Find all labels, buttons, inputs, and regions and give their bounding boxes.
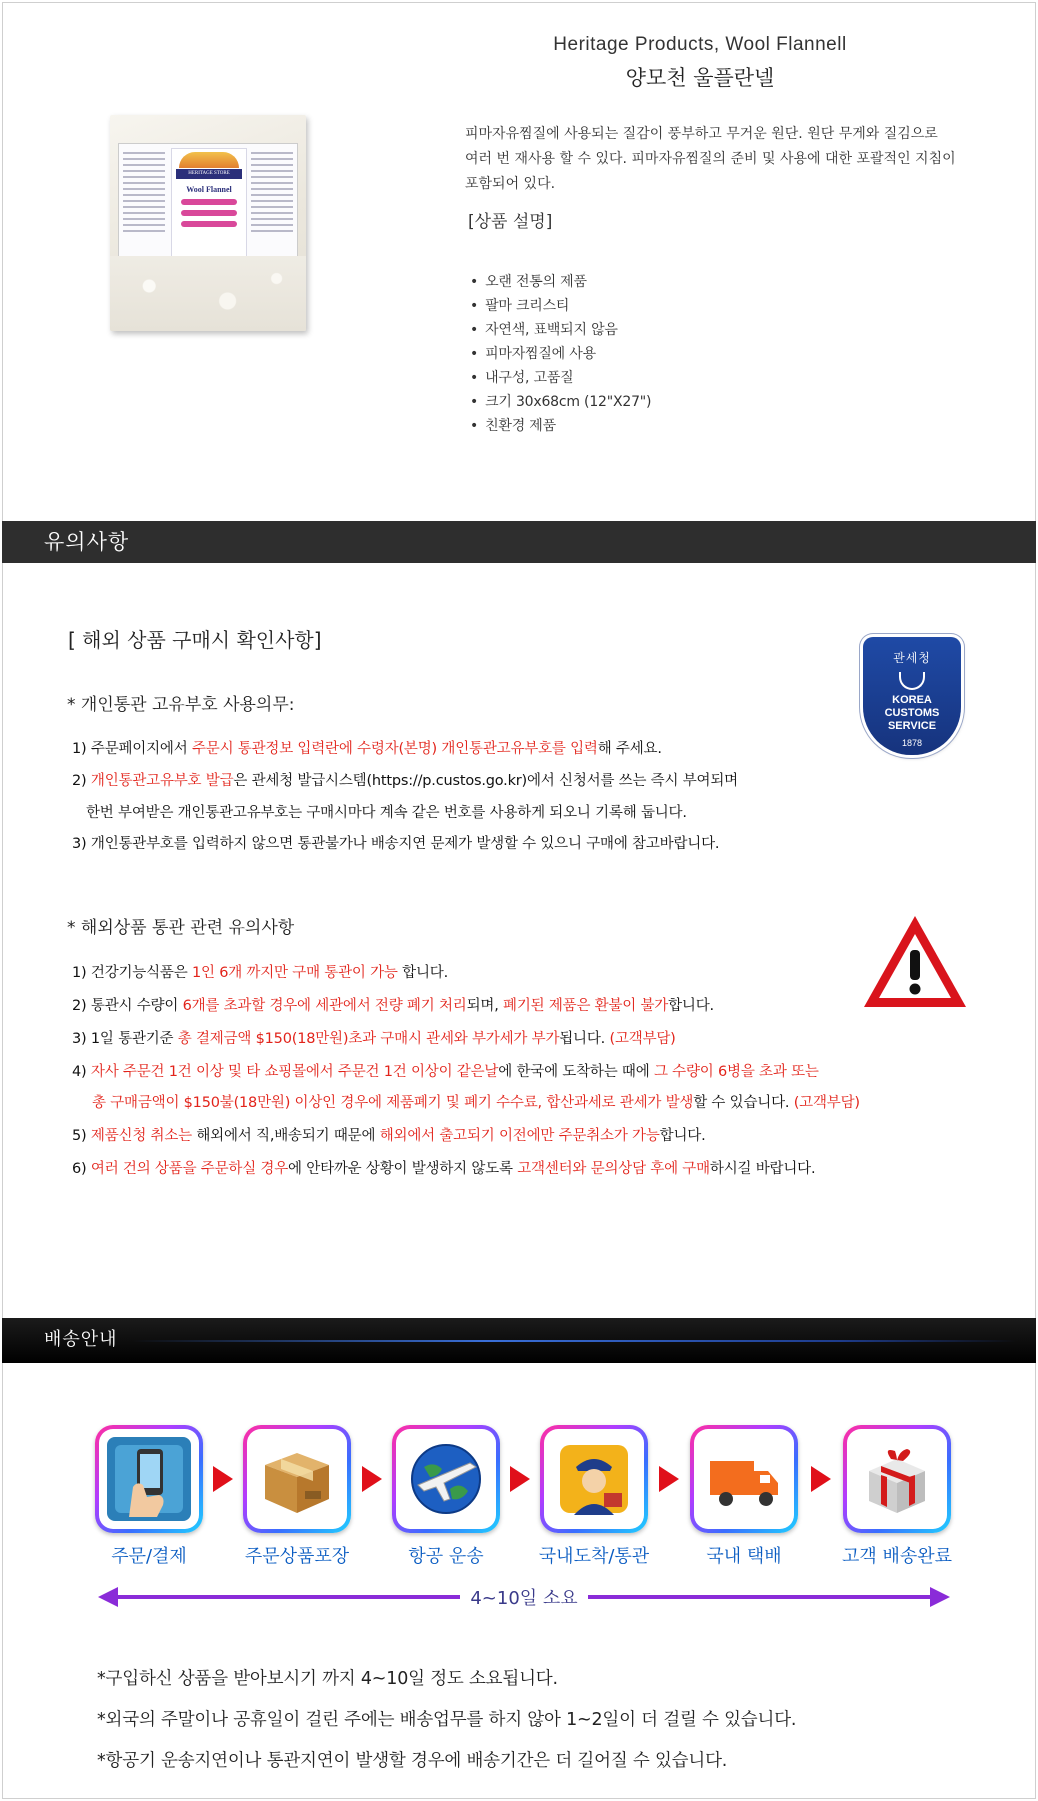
duration-label: 4~10일 소요 (470, 1588, 578, 1609)
step-arrow-icon (659, 1466, 679, 1492)
scales-icon (899, 672, 925, 690)
customs-id-heading: * 개인통관 고유부호 사용의무: (67, 695, 295, 715)
korea-customs-badge: 관세청 KOREA CUSTOMS SERVICE 1878 (863, 637, 961, 755)
notice-text: 합니다. (659, 1128, 706, 1144)
highlight-text: 그 수량이 6병을 초과 또는 (653, 1064, 819, 1080)
step-label: 주문/결제 (111, 1546, 187, 1567)
notice-text: 한번 부여받은 개인통관고유부호는 구매시마다 계속 같은 번호를 사용하게 되오니 기록해 둡니다. (86, 805, 687, 821)
notice-line (72, 1157, 815, 1178)
step-label: 주문상품포장 (244, 1546, 350, 1567)
step-arrow-icon (213, 1466, 233, 1492)
product-title-en: Heritage Products, Wool Flannell (553, 34, 847, 55)
highlight-text: 해외에서 출고되기 이전에만 주문취소가 가능 (379, 1128, 660, 1144)
duration-indicator (98, 1582, 950, 1612)
step-icon-frame (392, 1425, 500, 1533)
highlight-text: 제품신청 취소는 (90, 1128, 192, 1144)
notice-text: 3) 1일 통관기준 (72, 1031, 178, 1047)
step-icon-frame (843, 1425, 951, 1533)
notice-line (92, 1091, 860, 1112)
notice-line (72, 769, 738, 790)
description-line: 피마자유찜질에 사용되는 질감이 풍부하고 무거운 원단. 원단 무게와 질김으로 (465, 126, 938, 142)
notice-text: 3) 개인통관부호를 입력하지 않으면 통관불가나 배송지연 문제가 발생할 수 있으니 구매에 참고바랍니다. (72, 836, 720, 852)
feature-item (470, 294, 651, 318)
notice-text: 할 수 있습니다. (693, 1095, 794, 1111)
shipping-bar-title: 배송안내 (44, 1329, 118, 1350)
notice-line (72, 1124, 706, 1145)
brand-text: HERITAGE STORE (176, 169, 242, 179)
description-line: 포함되어 있다. (465, 176, 556, 192)
description-heading: [상품 설명] (468, 212, 553, 232)
product-label (118, 143, 298, 265)
feature-list (470, 270, 651, 438)
flannel-fabric (110, 256, 306, 331)
step-arrow-icon (811, 1466, 831, 1492)
feature-item (470, 390, 651, 414)
feature-text: 오랜 전통의 제품 (485, 274, 587, 290)
feature-item (470, 366, 651, 390)
shipping-note: *항공기 운송지연이나 통관지연이 발생할 경우에 배송기간은 더 길어질 수 있습니다. (97, 1751, 728, 1771)
highlight-text: 1인 6개 까지만 구매 통관이 가능 (191, 965, 398, 981)
highlight-text: 개인통관고유부호 발급 (90, 773, 234, 789)
highlight-text: 고객센터와 문의상담 후에 구매 (517, 1161, 710, 1177)
notice-text: 해 주세요. (597, 741, 662, 757)
notice-text: 은 관세청 발급시스템(https://p.custos.go.kr)에서 신청서를 쓰는 즉시 부여되며 (233, 773, 738, 789)
shipping-note: *외국의 주말이나 공휴일이 걸린 주에는 배송업무를 하지 않아 1~2일이 더 걸릴 수 있습니다. (97, 1710, 797, 1730)
mobile-payment-icon (99, 1429, 199, 1529)
bullet-icon: • (470, 322, 479, 338)
product-image (110, 115, 306, 331)
highlight-text: 폐기된 제품은 환불이 불가 (503, 998, 669, 1014)
bullet-icon: • (470, 418, 479, 434)
notice-line (72, 1027, 676, 1048)
product-title-ko: 양모천 울플란넬 (625, 66, 775, 90)
notice-heading: [ 해외 상품 구매시 확인사항] (68, 628, 322, 652)
highlight-text: 총 결제금액 $150(18만원)초과 구매시 관세와 부가세가 부가 (177, 1031, 560, 1047)
shipping-bar (2, 1318, 1036, 1363)
step-icon-frame (243, 1425, 351, 1533)
notice-text: 됩니다. (559, 1031, 610, 1047)
customs-officer-icon (544, 1429, 644, 1529)
feature-text: 크기 30x68cm (12"X27") (485, 394, 652, 410)
label-text-left (123, 148, 165, 260)
notice-text: 하시길 바랍니다. (709, 1161, 816, 1177)
feature-text: 친환경 제품 (485, 418, 556, 434)
feature-item (470, 414, 651, 438)
sun-logo (179, 152, 239, 168)
notice-line (72, 737, 662, 758)
arrow-right-icon (930, 1587, 950, 1607)
highlight-text: (고객부담) (793, 1095, 860, 1111)
notice-text: 에 한국에 도착하는 때에 (498, 1064, 654, 1080)
feature-item (470, 318, 651, 342)
feature-text: 팔마 크리스티 (485, 298, 570, 314)
step-icon-frame (540, 1425, 648, 1533)
package-box-icon (247, 1429, 347, 1529)
notice-text: 합니다. (397, 965, 448, 981)
step-icon-frame (95, 1425, 203, 1533)
customs-notice-heading: * 해외상품 통관 관련 유의사항 (67, 918, 295, 938)
caution-bar-title: 유의사항 (44, 530, 130, 554)
shipping-note: *구입하신 상품을 받아보시기 까지 4~10일 정도 소요됩니다. (97, 1669, 558, 1689)
notice-text: 5) (72, 1128, 91, 1144)
notice-text: 2) (72, 773, 91, 789)
feature-text: 내구성, 고품질 (485, 370, 574, 386)
notice-text: 되며, (466, 998, 504, 1014)
caution-bar (2, 521, 1036, 563)
notice-text: 2) 통관시 수량이 (72, 998, 183, 1014)
notice-line (72, 832, 719, 853)
step-label: 국내 택배 (706, 1546, 782, 1567)
notice-text: 합니다. (668, 998, 714, 1014)
notice-text: 1) 주문페이지에서 (72, 741, 192, 757)
feature-item (470, 342, 651, 366)
step-icon-frame (690, 1425, 798, 1533)
notice-line (72, 961, 448, 982)
highlight-text: 총 구매금액이 $150불(18만원) 이상인 경우에 제품폐기 및 폐기 수수료, 합산과세로 관세가 발생 (92, 1095, 694, 1111)
notice-line (72, 1060, 819, 1081)
notice-line (86, 801, 687, 822)
label-brand-panel (171, 148, 247, 260)
bullet-icon: • (470, 298, 479, 314)
bullet-icon: • (470, 394, 479, 410)
bullet-icon: • (470, 370, 479, 386)
notice-text: 1) 건강기능식품은 (72, 965, 192, 981)
description-line: 여러 번 재사용 할 수 있다. 피마자유찜질의 준비 및 사용에 대한 포괄적인 지침이 (465, 151, 956, 167)
arrow-left-icon (98, 1587, 118, 1607)
step-label: 국내도착/통관 (538, 1546, 650, 1567)
highlight-text: 6개를 초과할 경우에 세관에서 전량 폐기 처리 (182, 998, 467, 1014)
gift-box-icon (847, 1429, 947, 1529)
notice-text: 6) (72, 1161, 91, 1177)
highlight-text: 여러 건의 상품을 주문하실 경우 (90, 1161, 289, 1177)
feature-text: 피마자찜질에 사용 (485, 346, 596, 362)
highlight-text: (고객부담) (609, 1031, 676, 1047)
notice-text: 4) (72, 1064, 91, 1080)
label-text-right (251, 148, 293, 260)
feature-text: 자연색, 표백되지 않음 (485, 322, 618, 338)
highlight-text: 주문시 통관정보 입력란에 수령자(본명) 개인통관고유부호를 입력 (191, 741, 598, 757)
product-label-title: Wool Flannel (186, 185, 232, 194)
step-label: 고객 배송완료 (841, 1546, 953, 1567)
notice-text: 에 안타까운 상황이 발생하지 않도록 (288, 1161, 518, 1177)
step-arrow-icon (510, 1466, 530, 1492)
feature-item (470, 270, 651, 294)
warning-icon (860, 912, 970, 1012)
highlight-text: 자사 주문건 1건 이상 및 타 쇼핑몰에서 주문건 1건 이상이 같은날 (90, 1064, 499, 1080)
delivery-truck-icon (694, 1429, 794, 1529)
notice-text: 해외에서 직,배송되기 때문에 (191, 1128, 380, 1144)
airplane-globe-icon (396, 1429, 496, 1529)
step-arrow-icon (362, 1466, 382, 1492)
product-description (465, 122, 985, 197)
notice-line (72, 994, 714, 1015)
bullet-icon: • (470, 274, 479, 290)
bullet-icon: • (470, 346, 479, 362)
step-label: 항공 운송 (408, 1546, 484, 1567)
